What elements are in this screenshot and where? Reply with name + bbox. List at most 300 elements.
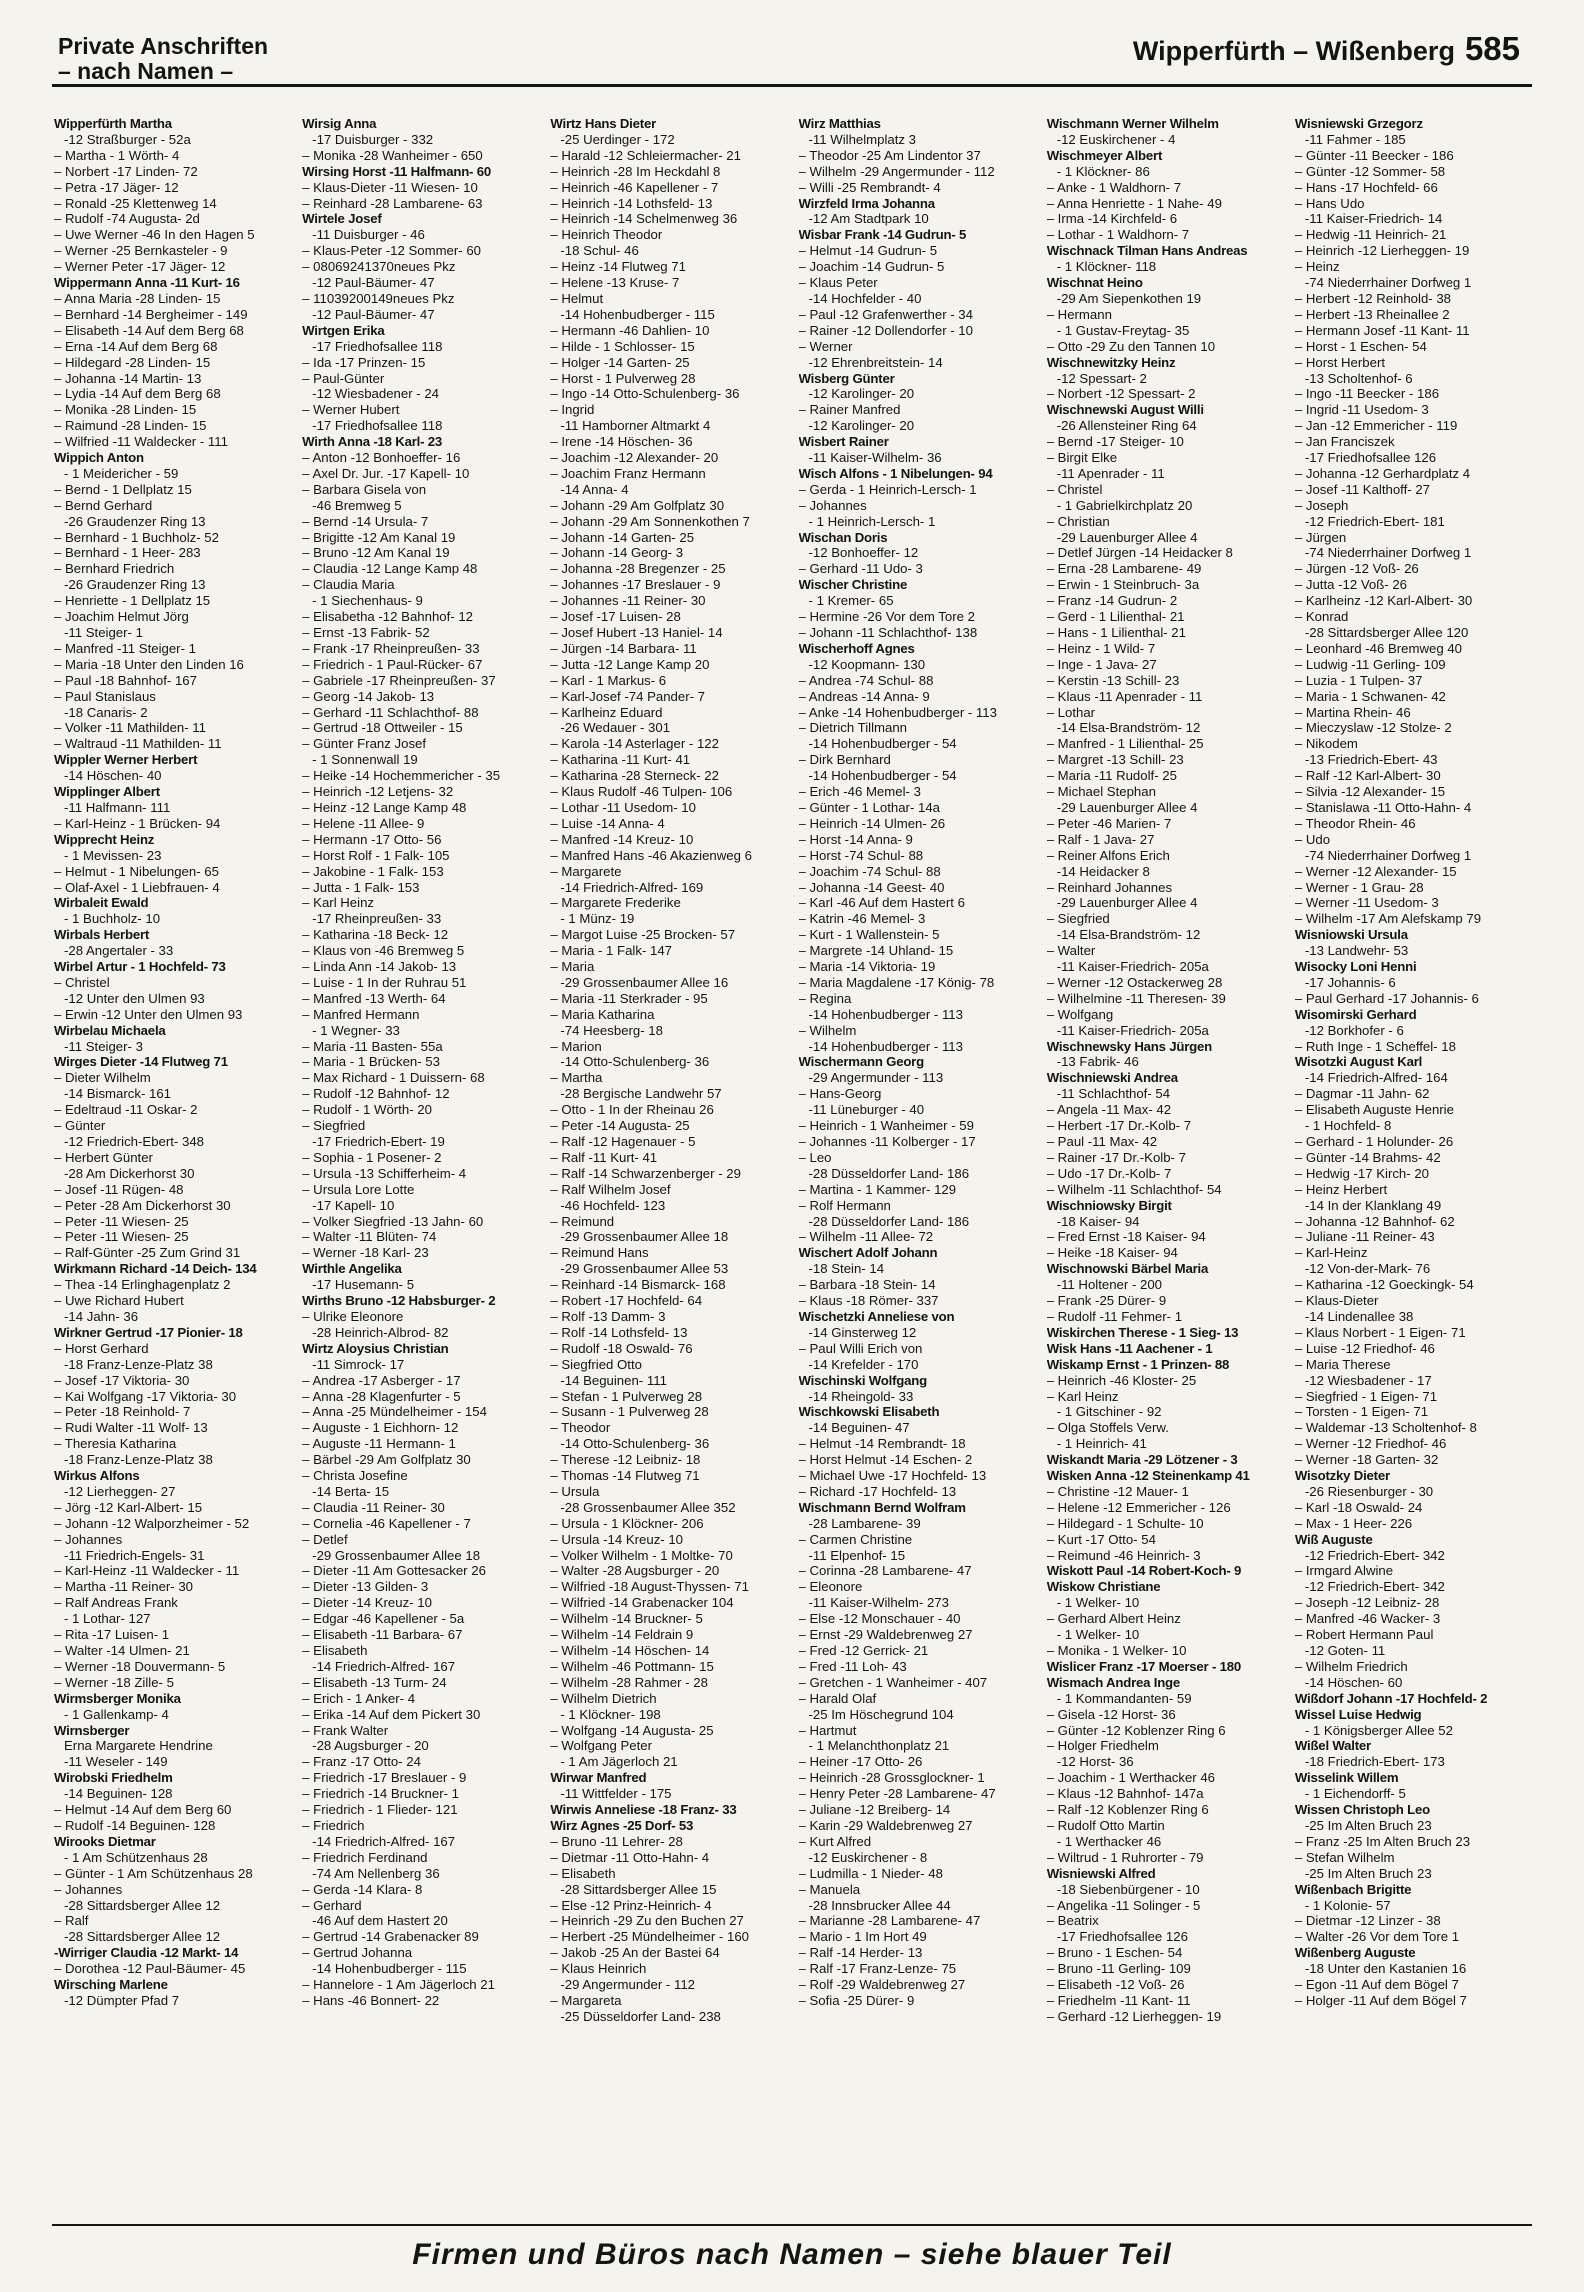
- listing-entry: -12 Friedrich-Ebert- 342: [1304, 1547, 1445, 1563]
- listing-entry: – Robert Hermann Paul: [1294, 1627, 1434, 1643]
- listing-entry: – Rainer -12 Dollendorfer - 10: [798, 322, 973, 338]
- listing-entry: – Joachim Franz Hermann: [550, 465, 706, 481]
- listing-entry: – Johannes: [54, 1881, 123, 1897]
- surname-entry: Wischetzki Anneliese von: [798, 1308, 955, 1324]
- surname-entry: Wisotzki August Karl: [1294, 1054, 1423, 1070]
- listing-entry: – Ralf-Günter -25 Zum Grind 31: [54, 1245, 241, 1261]
- listing-entry: – Hans -46 Bonnert- 22: [302, 1992, 440, 2008]
- listing-entry: – Paul -12 Grafenwerther - 34: [798, 306, 973, 322]
- listing-entry: – Claudia -11 Reiner- 30: [302, 1499, 445, 1515]
- listing-entry: -12 Friedrich-Ebert- 342: [1304, 1579, 1445, 1595]
- listing-entry: – Rolf -14 Lothsfeld- 13: [550, 1324, 688, 1340]
- listing-entry: – Paul Willi Erich von: [798, 1340, 923, 1356]
- listing-entry: -28 Sittardsberger Allee 120: [1304, 625, 1469, 640]
- surname-entry: Wirths Bruno -12 Habsburger- 2: [302, 1293, 496, 1309]
- listing-entry: -11 Wittfelder - 175: [560, 1786, 672, 1802]
- listing-entry: – Bernhard - 1 Heer- 283: [54, 545, 201, 561]
- listing-entry: -29 Lauenburger Allee 4: [1056, 529, 1198, 545]
- section-title: [58, 34, 268, 84]
- listing-entry: – Joachim Helmut Jörg: [54, 609, 189, 625]
- listing-entry: – Paul -11 Max- 42: [1046, 1134, 1158, 1149]
- listing-column-1: [54, 116, 293, 2218]
- surname-entry: Wischkowski Elisabeth: [798, 1404, 940, 1420]
- listing-entry: – Kurt - 1 Wallenstein- 5: [798, 927, 940, 943]
- listing-entry: – Elisabeth -11 Barbara- 67: [302, 1627, 463, 1643]
- listing-entry: – Raimund -28 Linden- 15: [54, 418, 207, 434]
- listing-entry: – Margarete: [550, 863, 622, 879]
- surname-entry: Wischert Adolf Johann: [798, 1245, 938, 1261]
- listing-entry: – Claudia -12 Lange Kamp 48: [302, 561, 478, 577]
- listing-entry: – Harald -12 Schleiermacher- 21: [550, 147, 741, 163]
- listing-entry: – Johann -11 Schlachthof- 138: [798, 625, 978, 640]
- listing-entry: -25 Im Alten Bruch 23: [1304, 1865, 1432, 1881]
- listing-entry: – Irmgard Alwine: [1294, 1563, 1394, 1579]
- listing-entry: – Klaus Heinrich: [550, 1961, 647, 1977]
- listing-entry: – Hans-Georg: [798, 1086, 882, 1102]
- listing-entry: – Dieter -14 Kreuz- 10: [302, 1595, 432, 1611]
- listing-entry: – Hannelore - 1 Am Jägerloch 21: [302, 1977, 495, 1993]
- listing-entry: -11 Kaiser-Wilhelm- 273: [808, 1595, 949, 1611]
- listing-entry: – Jan Franciszek: [1294, 434, 1395, 450]
- listing-entry: -17 Kapell- 10: [312, 1197, 395, 1213]
- surname-entry: Wismach Andrea Inge: [1046, 1674, 1181, 1690]
- listing-entry: – Maria -18 Unter den Linden 16: [54, 656, 244, 672]
- listing-entry: – Rainer -17 Dr.-Kolb- 7: [1046, 1149, 1186, 1165]
- listing-entry: – Jutta - 1 Falk- 153: [302, 879, 420, 895]
- listing-entry: -28 Lambarene- 39: [808, 1515, 921, 1531]
- listing-entry: – Wilhelm -11 Allee- 72: [798, 1229, 934, 1245]
- listing-entry: -28 Düsseldorfer Land- 186: [808, 1165, 970, 1181]
- listing-entry: – Karl-Heinz - 1 Brücken- 94: [54, 815, 221, 831]
- surname-entry: Wislicer Franz -17 Moerser - 180: [1046, 1658, 1241, 1674]
- listing-entry: – Joachim -74 Schul- 88: [798, 863, 941, 879]
- listing-entry: – Thea -14 Erlinghagenplatz 2: [54, 1277, 231, 1293]
- listing-entry: -26 Wedauer - 301: [560, 720, 671, 736]
- listing-entry: -46 Bremweg 5: [312, 497, 402, 513]
- listing-entry: – Maria Katharina: [550, 1006, 655, 1022]
- listing-entry: – Wilhelm -14 Feldrain 9: [550, 1627, 694, 1643]
- surname-entry: Wiskirchen Therese - 1 Sieg- 13: [1046, 1324, 1239, 1340]
- listing-entry: – Wilfried -11 Waldecker - 111: [54, 434, 228, 450]
- listing-entry: – Monika - 1 Welker- 10: [1046, 1643, 1187, 1658]
- listing-entry: – Friedrich: [302, 1817, 365, 1833]
- surname-entry: Wiskott Paul -14 Robert-Koch- 9: [1046, 1563, 1242, 1579]
- listing-entry: -12 Borkhofer - 6: [1304, 1022, 1404, 1038]
- listing-entry: -11 Steiger- 1: [64, 625, 143, 640]
- listing-entry: – Hans -17 Hochfeld- 66: [1294, 179, 1438, 195]
- listing-entry: -11 Kaiser-Wilhelm- 36: [808, 450, 942, 466]
- listing-entry: – Hans - 1 Lilienthal- 21: [1046, 625, 1186, 640]
- listing-entry: – Otto - 1 In der Rheinau 26: [550, 1102, 714, 1118]
- surname-entry: Wisniewski Grzegorz: [1294, 116, 1423, 131]
- surname-entry: Wisselink Willem: [1294, 1770, 1399, 1786]
- listing-entry: – Manfred -46 Wacker- 3: [1294, 1611, 1441, 1627]
- listing-entry: – Dietmar -12 Linzer - 38: [1294, 1913, 1441, 1929]
- page-number: 585: [1464, 30, 1520, 67]
- surname-entry: Wirwar Manfred: [550, 1770, 647, 1786]
- listing-entry: – Kai Wolfgang -17 Viktoria- 30: [54, 1388, 237, 1404]
- surname-entry: Wirmsberger Monika: [54, 1690, 181, 1706]
- listing-entry: – Anna -28 Klagenfurter - 5: [302, 1388, 461, 1404]
- listing-entry: – Katharina -18 Beck- 12: [302, 927, 449, 943]
- listing-entry: – Reinhard Johannes: [1046, 879, 1173, 895]
- listing-entry: -12 Karolinger- 20: [808, 386, 915, 402]
- listing-entry: -14 Beguinen- 47: [808, 1420, 910, 1436]
- listing-entry: – Bernd -14 Ursula- 7: [302, 513, 429, 529]
- listing-entry: – Auguste -11 Hermann- 1: [302, 1436, 456, 1452]
- listing-entry: – Klaus von -46 Bremweg 5: [302, 943, 465, 959]
- listing-entry: – Hildegard -28 Linden- 15: [54, 354, 211, 370]
- listing-entry: -29 Lauenburger Allee 4: [1056, 799, 1198, 815]
- listing-entry: – Peter -46 Marien- 7: [1046, 815, 1172, 831]
- listing-entry: – Heinrich - 1 Wanheimer - 59: [798, 1118, 974, 1134]
- listing-entry: – Herbert -12 Reinhold- 38: [1294, 290, 1451, 306]
- listing-entry: – Wilhelm -28 Rahmer - 28: [550, 1674, 708, 1690]
- listing-entry: – Richard -17 Hochfeld- 13: [798, 1483, 957, 1499]
- listing-entry: - 1 Welker- 10: [1056, 1627, 1140, 1643]
- listing-entry: – Friedrich - 1 Flieder- 121: [302, 1802, 458, 1818]
- listing-entry: - 1 Klöckner- 86: [1056, 163, 1150, 179]
- listing-entry: – Jutta -12 Voß- 26: [1294, 577, 1408, 593]
- listing-entry: – Walter: [1046, 943, 1096, 959]
- listing-entry: – Manuela: [798, 1881, 861, 1897]
- listing-entry: -14 Anna- 4: [560, 481, 629, 497]
- listing-entry: – Bernhard -14 Bergheimer - 149: [54, 306, 248, 322]
- listing-entry: – Werner -18 Karl- 23: [302, 1245, 429, 1261]
- listing-entry: – Manfred -13 Werth- 64: [302, 990, 446, 1006]
- listing-entry: – Gabriele -17 Rheinpreußen- 37: [302, 672, 496, 688]
- listing-entry: -29 Am Siepenkothen 19: [1056, 290, 1202, 306]
- listing-entry: – Luise -14 Anna- 4: [550, 815, 665, 831]
- listing-entry: -18 Franz-Lenze-Platz 38: [64, 1452, 213, 1468]
- listing-entry: – Friedrich - 1 Paul-Rücker- 67: [302, 656, 483, 672]
- listing-column-2: [302, 116, 541, 2218]
- listing-entry: -25 Im Höschegrund 104: [808, 1706, 954, 1722]
- listing-entry: – Klaus Peter: [798, 275, 878, 291]
- listing-entry: – Wilhelm -46 Pottmann- 15: [550, 1658, 714, 1674]
- listing-entry: – Rudolf Otto Martin: [1046, 1817, 1165, 1833]
- listing-entry: – Ludmilla - 1 Nieder- 48: [798, 1865, 943, 1881]
- listing-entry: – Margret -13 Schill- 23: [1046, 752, 1184, 768]
- surname-entry: Wiskow Christiane: [1046, 1579, 1161, 1595]
- listing-entry: – Heinz - 1 Wild- 7: [1046, 640, 1156, 656]
- listing-entry: – Joachim -14 Gudrun- 5: [798, 259, 945, 275]
- listing-entry: – Gisela -12 Horst- 36: [1046, 1706, 1176, 1722]
- surname-entry: Wischerhoff Agnes: [798, 640, 915, 656]
- listing-entry: -14 Hohenbudberger - 115: [560, 306, 715, 322]
- listing-entry: – Johannes: [798, 497, 867, 513]
- listing-entry: – Hermann -46 Dahlien- 10: [550, 322, 710, 338]
- listing-entry: – Bernd -17 Steiger- 10: [1046, 434, 1184, 450]
- listing-entry: – Bärbel -29 Am Golfplatz 30: [302, 1452, 471, 1468]
- surname-entry: Wisch Alfons - 1 Nibelungen- 94: [798, 465, 993, 481]
- listing-entry: – Johanna -12 Gerhardplatz 4: [1294, 465, 1471, 481]
- listing-entry: – 11039200149neues Pkz: [302, 290, 455, 306]
- listing-entry: – Reimund -46 Heinrich- 3: [1046, 1547, 1201, 1563]
- surname-entry: Wischmeyer Albert: [1046, 147, 1163, 163]
- listing-entry: -14 Beguinen- 111: [560, 1372, 667, 1388]
- surname-entry: Wirbel Artur - 1 Hochfeld- 73: [54, 959, 226, 975]
- surname-entry: Wisomirski Gerhard: [1294, 1006, 1417, 1022]
- listing-entry: – Irma -14 Kirchfeld- 6: [1046, 211, 1178, 227]
- listing-entry: – Horst - 1 Eschen- 54: [1294, 338, 1427, 354]
- listing-entry: – Josef -11 Rügen- 48: [54, 1181, 184, 1197]
- listing-entry: – Wilfried -18 August-Thyssen- 71: [550, 1579, 749, 1595]
- listing-entry: -74 Niederrhainer Dorfweg 1: [1304, 275, 1472, 291]
- listing-entry: – Michael Stephan: [1046, 784, 1156, 800]
- listing-entry: – Reimund: [550, 1213, 615, 1229]
- listing-entry: - 1 Eichendorff- 5: [1304, 1786, 1406, 1802]
- surname-entry: Wiskamp Ernst - 1 Prinzen- 88: [1046, 1356, 1230, 1372]
- listing-entry: -17 Rheinpreußen- 33: [312, 911, 442, 927]
- listing-entry: – Günter -12 Sommer- 58: [1294, 163, 1446, 179]
- listing-entry: – Heike -14 Hochemmericher - 35: [302, 768, 501, 784]
- listing-entry: – Volker Siegfried -13 Jahn- 60: [302, 1213, 484, 1229]
- listing-entry: – Heinz -14 Flutweg 71: [550, 259, 686, 275]
- listing-column-4: [799, 116, 1038, 2218]
- listing-entry: -11 Elpenhof- 15: [808, 1547, 906, 1563]
- listing-entry: – Norbert -17 Linden- 72: [54, 163, 198, 179]
- surname-entry: Wirbelau Michaela: [54, 1022, 166, 1038]
- listing-entry: -28 Sittardsberger Allee 12: [64, 1897, 221, 1913]
- surname-entry: Wirooks Dietmar: [54, 1833, 156, 1849]
- listing-entry: – Ingo -14 Otto-Schulenberg- 36: [550, 386, 740, 402]
- listing-entry: – Katharina -28 Sterneck- 22: [550, 768, 719, 784]
- listing-entry: – Regina: [798, 990, 852, 1006]
- listing-entry: – Wilhelm -14 Höschen- 14: [550, 1643, 710, 1658]
- listing-entry: – Gerhard -11 Udo- 3: [798, 561, 923, 577]
- listing-entry: – Karlheinz Eduard: [550, 704, 663, 720]
- listing-entry: – Elisabeth -12 Voß- 26: [1046, 1977, 1185, 1993]
- listing-entry: -18 Unter den Kastanien 16: [1304, 1961, 1467, 1977]
- surname-entry: Wisniewski Alfred: [1046, 1865, 1156, 1881]
- listing-entry: – Johannes -11 Kolberger - 17: [798, 1134, 976, 1149]
- listing-entry: -29 Grossenbaumer Allee 18: [312, 1547, 481, 1563]
- listing-entry: - 1 Gitschiner - 92: [1056, 1404, 1162, 1420]
- listing-entry: – Wolfgang Peter: [550, 1738, 652, 1754]
- listing-entry: – Udo: [1294, 831, 1331, 847]
- listing-entry: – Maria - 1 Schwanen- 42: [1294, 688, 1446, 704]
- listing-entry: – Theodor -25 Am Lindentor 37: [798, 147, 981, 163]
- listing-entry: – Heinrich -14 Ulmen- 26: [798, 815, 946, 831]
- header-rule: [52, 84, 1532, 87]
- listing-entry: – Susann - 1 Pulverweg 28: [550, 1404, 709, 1420]
- listing-entry: – Frank Walter: [302, 1722, 389, 1738]
- listing-entry: -12 Karolinger- 20: [808, 418, 915, 434]
- listing-entry: -14 Bismarck- 161: [64, 1086, 172, 1102]
- listing-entry: – Klaus-Peter -12 Sommer- 60: [302, 243, 482, 259]
- listing-entry: – Barbara Gisela von: [302, 481, 427, 497]
- listing-entry: – Heinrich -12 Lierheggen- 19: [1294, 243, 1470, 259]
- listing-entry: – Paul Stanislaus: [54, 688, 156, 704]
- listing-entry: – Anna Henriette - 1 Nahe- 49: [1046, 195, 1222, 211]
- listing-entry: -11 Halfmann- 111: [64, 799, 171, 815]
- listing-entry: – Elisabeth Auguste Henrie: [1294, 1102, 1454, 1118]
- listing-entry: -14 Elsa-Brandström- 12: [1056, 927, 1201, 943]
- listing-entry: - 1 Welker- 10: [1056, 1595, 1140, 1611]
- listing-entry: - 1 Wegner- 33: [312, 1022, 400, 1038]
- listing-entry: – Christel: [54, 974, 110, 990]
- listing-entry: – Gretchen - 1 Wanheimer - 407: [798, 1674, 988, 1690]
- surname-entry: Wirnsberger: [54, 1722, 130, 1738]
- listing-entry: – Karl - 1 Markus- 6: [550, 672, 667, 688]
- listing-entry: – Rolf Hermann: [798, 1197, 891, 1213]
- listing-entry: – Edeltraud -11 Oskar- 2: [54, 1102, 198, 1118]
- listing-entry: – Heike -18 Kaiser- 94: [1046, 1245, 1178, 1261]
- listing-entry: – Rita -17 Luisen- 1: [54, 1627, 170, 1643]
- listing-entry: -28 Grossenbaumer Allee 352: [560, 1499, 736, 1515]
- listing-entry: – Max - 1 Heer- 226: [1294, 1515, 1413, 1531]
- listing-entry: - 1 Melanchthonplatz 21: [808, 1738, 950, 1754]
- listing-entry: -12 Euskirchener - 4: [1056, 131, 1176, 147]
- surname-entry: Wischmann Bernd Wolfram: [798, 1499, 966, 1515]
- listing-entry: -14 Berta- 15: [312, 1483, 390, 1499]
- listing-entry: -12 Paul-Bäumer- 47: [312, 306, 435, 322]
- listing-entry: -18 Siebenbürgener - 10: [1056, 1881, 1200, 1897]
- listing-entry: – Klaus Rudolf -46 Tulpen- 106: [550, 784, 733, 800]
- listing-entry: – Wilhelm -11 Schlachthof- 54: [1046, 1181, 1222, 1197]
- listing-entry: – Klaus-Dieter -11 Wiesen- 10: [302, 179, 478, 195]
- surname-entry: Wißdorf Johann -17 Hochfeld- 2: [1294, 1690, 1488, 1706]
- listing-entry: -12 Bonhoeffer- 12: [808, 545, 919, 561]
- listing-entry: – Heinrich Theodor: [550, 227, 663, 243]
- listing-entry: – Heinrich -14 Schelmenweg 36: [550, 211, 738, 227]
- listing-entry: – Gerda -14 Klara- 8: [302, 1881, 423, 1897]
- listing-entry: – Dieter -13 Gilden- 3: [302, 1579, 429, 1595]
- listing-entry: -12 Friedrich-Ebert- 348: [64, 1134, 204, 1149]
- listing-entry: – Willi -25 Rembrandt- 4: [798, 179, 941, 195]
- listing-entry: – Dietrich Tillmann: [798, 720, 907, 736]
- listing-entry: – Volker Wilhelm - 1 Moltke- 70: [550, 1547, 733, 1563]
- listing-entry: -12 Koopmann- 130: [808, 656, 926, 672]
- listing-entry: – Dorothea -12 Paul-Bäumer- 45: [54, 1961, 246, 1977]
- listing-entry: – Karl -46 Auf dem Hastert 6: [798, 895, 965, 911]
- listing-entry: – Günter -12 Koblenzer Ring 6: [1046, 1722, 1226, 1738]
- listing-entry: – Martha: [550, 1070, 603, 1086]
- listing-entry: – Karl -18 Oswald- 24: [1294, 1499, 1423, 1515]
- surname-entry: Wisken Anna -12 Steinenkamp 41: [1046, 1468, 1250, 1484]
- listing-entry: – Ralf -17 Franz-Lenze- 75: [798, 1961, 957, 1977]
- listing-entry: - 1 Kommandanten- 59: [1056, 1690, 1192, 1706]
- listing-entry: -74 Am Nellenberg 36: [312, 1865, 440, 1881]
- listing-entry: – Karl-Heinz: [1294, 1245, 1368, 1261]
- listing-entry: -26 Allensteiner Ring 64: [1056, 418, 1197, 434]
- listing-entry: – Konrad: [1294, 609, 1349, 625]
- listing-entry: – Jutta -12 Lange Kamp 20: [550, 656, 710, 672]
- listing-entry: -12 Dümpter Pfad 7: [64, 1992, 180, 2008]
- listing-entry: – Ursula - 1 Klöckner- 206: [550, 1515, 704, 1531]
- listing-entry: -14 Otto-Schulenberg- 36: [560, 1054, 710, 1070]
- listing-entry: -28 Innsbrucker Allee 44: [808, 1897, 951, 1913]
- listing-entry: – Heinrich -46 Kapellener - 7: [550, 179, 719, 195]
- listing-entry: – Manfred -14 Kreuz- 10: [550, 831, 694, 847]
- listing-entry: - 1 Klöckner- 198: [560, 1706, 661, 1722]
- surname-entry: Wirtele Josef: [302, 211, 382, 227]
- listing-entry: – Volker -11 Mathilden- 11: [54, 720, 206, 736]
- listing-entry: – Erna -28 Lambarene- 49: [1046, 561, 1202, 577]
- surname-entry: Wirthle Angelika: [302, 1261, 402, 1277]
- listing-entry: – Jürgen: [1294, 529, 1347, 545]
- listing-entry: -11 Fahmer - 185: [1304, 131, 1406, 147]
- listing-entry: – Cornelia -46 Kapellener - 7: [302, 1515, 471, 1531]
- listing-entry: – Hildegard - 1 Schulte- 10: [1046, 1515, 1204, 1531]
- listing-entry: – Luise -12 Friedhof- 46: [1294, 1340, 1435, 1356]
- listing-entry: – Ralf - 1 Java- 27: [1046, 831, 1155, 847]
- surname-entry: Wirges Dieter -14 Flutweg 71: [54, 1054, 228, 1070]
- listing-entry: - 1 Am Jägerloch 21: [560, 1754, 678, 1770]
- listing-entry: – Katrin -46 Memel- 3: [798, 911, 926, 927]
- listing-entry: - 1 Am Schützenhaus 28: [64, 1849, 208, 1865]
- listing-entry: – Leonhard -46 Bremweg 40: [1294, 640, 1463, 656]
- listing-entry: -17 Duisburger - 332: [312, 131, 434, 147]
- surname-entry: Wirz Agnes -25 Dorf- 53: [550, 1817, 694, 1833]
- listing-entry: -17 Friedhofsallee 126: [1056, 1929, 1188, 1945]
- listing-entry: -12 Ehrenbreitstein- 14: [808, 354, 943, 370]
- listing-entry: -11 Hamborner Altmarkt 4: [560, 418, 711, 434]
- listing-entry: – Wolfgang: [1046, 1006, 1114, 1022]
- listing-entry: – Wolfgang -14 Augusta- 25: [550, 1722, 714, 1738]
- listing-entry: – Joseph -12 Leibniz- 28: [1294, 1595, 1440, 1611]
- listing-entry: – Helmut -14 Gudrun- 5: [798, 243, 938, 259]
- listing-entry: – Ursula -13 Schifferheim- 4: [302, 1165, 467, 1181]
- listing-entry: -14 Rheingold- 33: [808, 1388, 914, 1404]
- listing-entry: -12 Unter den Ulmen 93: [64, 990, 205, 1006]
- listing-entry: – Kurt Alfred: [798, 1833, 872, 1849]
- listing-entry: -26 Graudenzer Ring 13: [64, 513, 206, 529]
- surname-entry: Wischan Doris: [798, 529, 888, 545]
- listing-entry: – Manfred Hermann: [302, 1006, 420, 1022]
- listing-entry: – Paul -18 Bahnhof- 167: [54, 672, 197, 688]
- listing-entry: – Siegfried: [302, 1118, 366, 1134]
- listing-entry: – Anke -14 Hohenbudberger - 113: [798, 704, 997, 720]
- listing-entry: – Theresia Katharina: [54, 1436, 177, 1452]
- listing-entry: - 1 Hochfeld- 8: [1304, 1118, 1392, 1134]
- listing-entry: – Walter -28 Augsburger - 20: [550, 1563, 720, 1579]
- listing-entry: -12 Wiesbadener - 24: [312, 386, 439, 402]
- listing-entry: – Barbara -18 Stein- 14: [798, 1277, 936, 1293]
- listing-column-5: [1047, 116, 1286, 2218]
- listing-entry: – Ralf -12 Hagenauer - 5: [550, 1134, 696, 1149]
- surname-entry: Wisocky Loni Henni: [1294, 959, 1417, 975]
- listing-entry: -29 Grossenbaumer Allee 53: [560, 1261, 729, 1277]
- listing-entry: – Horst -74 Schul- 88: [798, 847, 924, 863]
- listing-entry: – Angelika -11 Solinger - 5: [1046, 1897, 1201, 1913]
- listing-entry: -18 Canaris- 2: [64, 704, 148, 720]
- listing-entry: – Manfred - 1 Lilienthal- 25: [1046, 736, 1204, 752]
- listing-entry: -13 Landwehr- 53: [1304, 943, 1409, 959]
- listing-entry: -74 Heesberg- 18: [560, 1022, 663, 1038]
- listing-entry: – Ingo -11 Beecker - 186: [1294, 386, 1440, 402]
- listing-entry: -29 Lauenburger Allee 4: [1056, 895, 1198, 911]
- listing-entry: – Rainer Manfred: [798, 402, 901, 418]
- listing-entry: – Friedhelm -11 Kant- 11: [1046, 1992, 1191, 2008]
- listing-entry: – Werner -12 Friedhof- 46: [1294, 1436, 1447, 1452]
- surname-entry: Wirobski Friedhelm: [54, 1770, 173, 1786]
- listing-entry: – Anna Maria -28 Linden- 15: [54, 290, 221, 306]
- listing-entry: – Rudolf -74 Augusta- 2d: [54, 211, 200, 227]
- listing-column-6: [1295, 116, 1534, 2218]
- listing-entry: -12 Wiesbadener - 17: [1304, 1372, 1432, 1388]
- listing-entry: – Heinrich -14 Lothsfeld- 13: [550, 195, 713, 211]
- listing-entry: – Henry Peter -28 Lambarene- 47: [798, 1786, 996, 1802]
- surname-entry: Wippermann Anna -11 Kurt- 16: [54, 275, 240, 291]
- listing-entry: – Erwin -12 Unter den Ulmen 93: [54, 1006, 243, 1022]
- listing-entry: – Heinrich -28 Im Heckdahl 8: [550, 163, 721, 179]
- listing-entry: -11 Wilhelmplatz 3: [808, 131, 917, 147]
- listing-entry: -14 Hohenbudberger - 54: [808, 768, 957, 784]
- listing-entry: – Karlheinz -12 Karl-Albert- 30: [1294, 593, 1473, 609]
- surname-entry: Wirzfeld Irma Johanna: [798, 195, 935, 211]
